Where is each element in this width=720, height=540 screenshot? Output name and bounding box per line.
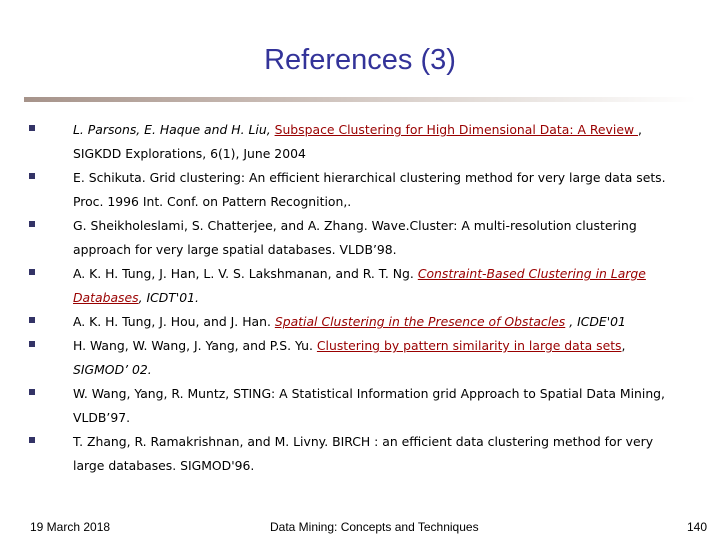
reference-text-part: W. Wang, Yang, R. Muntz, STING: A Statistical Information grid Approach to Spatial Data Mining, VLDB’97.: [73, 386, 665, 425]
reference-text-part: , ICDE'01: [565, 314, 626, 329]
footer-title: Data Mining: Concepts and Techniques: [270, 520, 479, 534]
bullet-icon: [29, 221, 35, 227]
reference-text: [73, 430, 673, 478]
reference-text: [73, 382, 673, 430]
bullet-icon: [29, 173, 35, 179]
bullet-icon: [29, 437, 35, 443]
reference-text-part: , SIGKDD Explorations, 6(1), June 2004: [73, 122, 642, 161]
title-underline: [24, 97, 696, 102]
reference-text-part: SIGMOD’ 02.: [73, 362, 152, 377]
reference-text-part: , ICDT'01.: [138, 290, 199, 305]
reference-link[interactable]: Subspace Clustering for High Dimensional Data: A Review: [274, 122, 639, 137]
reference-text-part: H. Wang, W. Wang, J. Yang, and P.S. Yu.: [73, 338, 317, 353]
reference-text-part: G. Sheikholeslami, S. Chatterjee, and A. Zhang. Wave.Cluster: A multi-resolution clustering approach for very large spatial databases. VLDB’98.: [73, 218, 637, 257]
reference-text: [73, 334, 673, 382]
bullet-icon: [29, 269, 35, 275]
reference-text-part: A. K. H. Tung, J. Han, L. V. S. Lakshmanan, and R. T. Ng.: [73, 266, 418, 281]
bullet-icon: [29, 389, 35, 395]
reference-text-part: E. Schikuta. Grid clustering: An efficient hierarchical clustering method for very large data sets. Proc. 1996 Int. Conf. on Pattern Recognition,.: [73, 170, 666, 209]
slide-title: References (3): [264, 44, 456, 76]
footer-date: 19 March 2018: [30, 520, 111, 534]
bullet-icon: [29, 341, 35, 347]
reference-text: [73, 166, 673, 214]
reference-link[interactable]: Spatial Clustering in the Presence of Obstacles: [274, 314, 566, 329]
bullet-icon: [29, 125, 35, 131]
reference-text-part: L. Parsons, E. Haque and H. Liu,: [73, 122, 275, 137]
reference-text-part: A. K. H. Tung, J. Hou, and J. Han.: [73, 314, 275, 329]
page-number: 140: [686, 520, 707, 534]
reference-link[interactable]: Clustering by pattern similarity in large data sets: [316, 338, 622, 353]
bullet-icon: [29, 317, 35, 323]
reference-link[interactable]: Constraint-Based Clustering in Large Databases: [73, 266, 646, 305]
reference-text-part: ,: [621, 338, 626, 353]
reference-text: [73, 310, 673, 334]
reference-text: [73, 118, 673, 166]
reference-text-part: T. Zhang, R. Ramakrishnan, and M. Livny. BIRCH : an efficient data clustering method for very large databases. SIGMOD'96.: [73, 434, 654, 473]
reference-text: [73, 214, 673, 262]
reference-text: [73, 262, 673, 310]
